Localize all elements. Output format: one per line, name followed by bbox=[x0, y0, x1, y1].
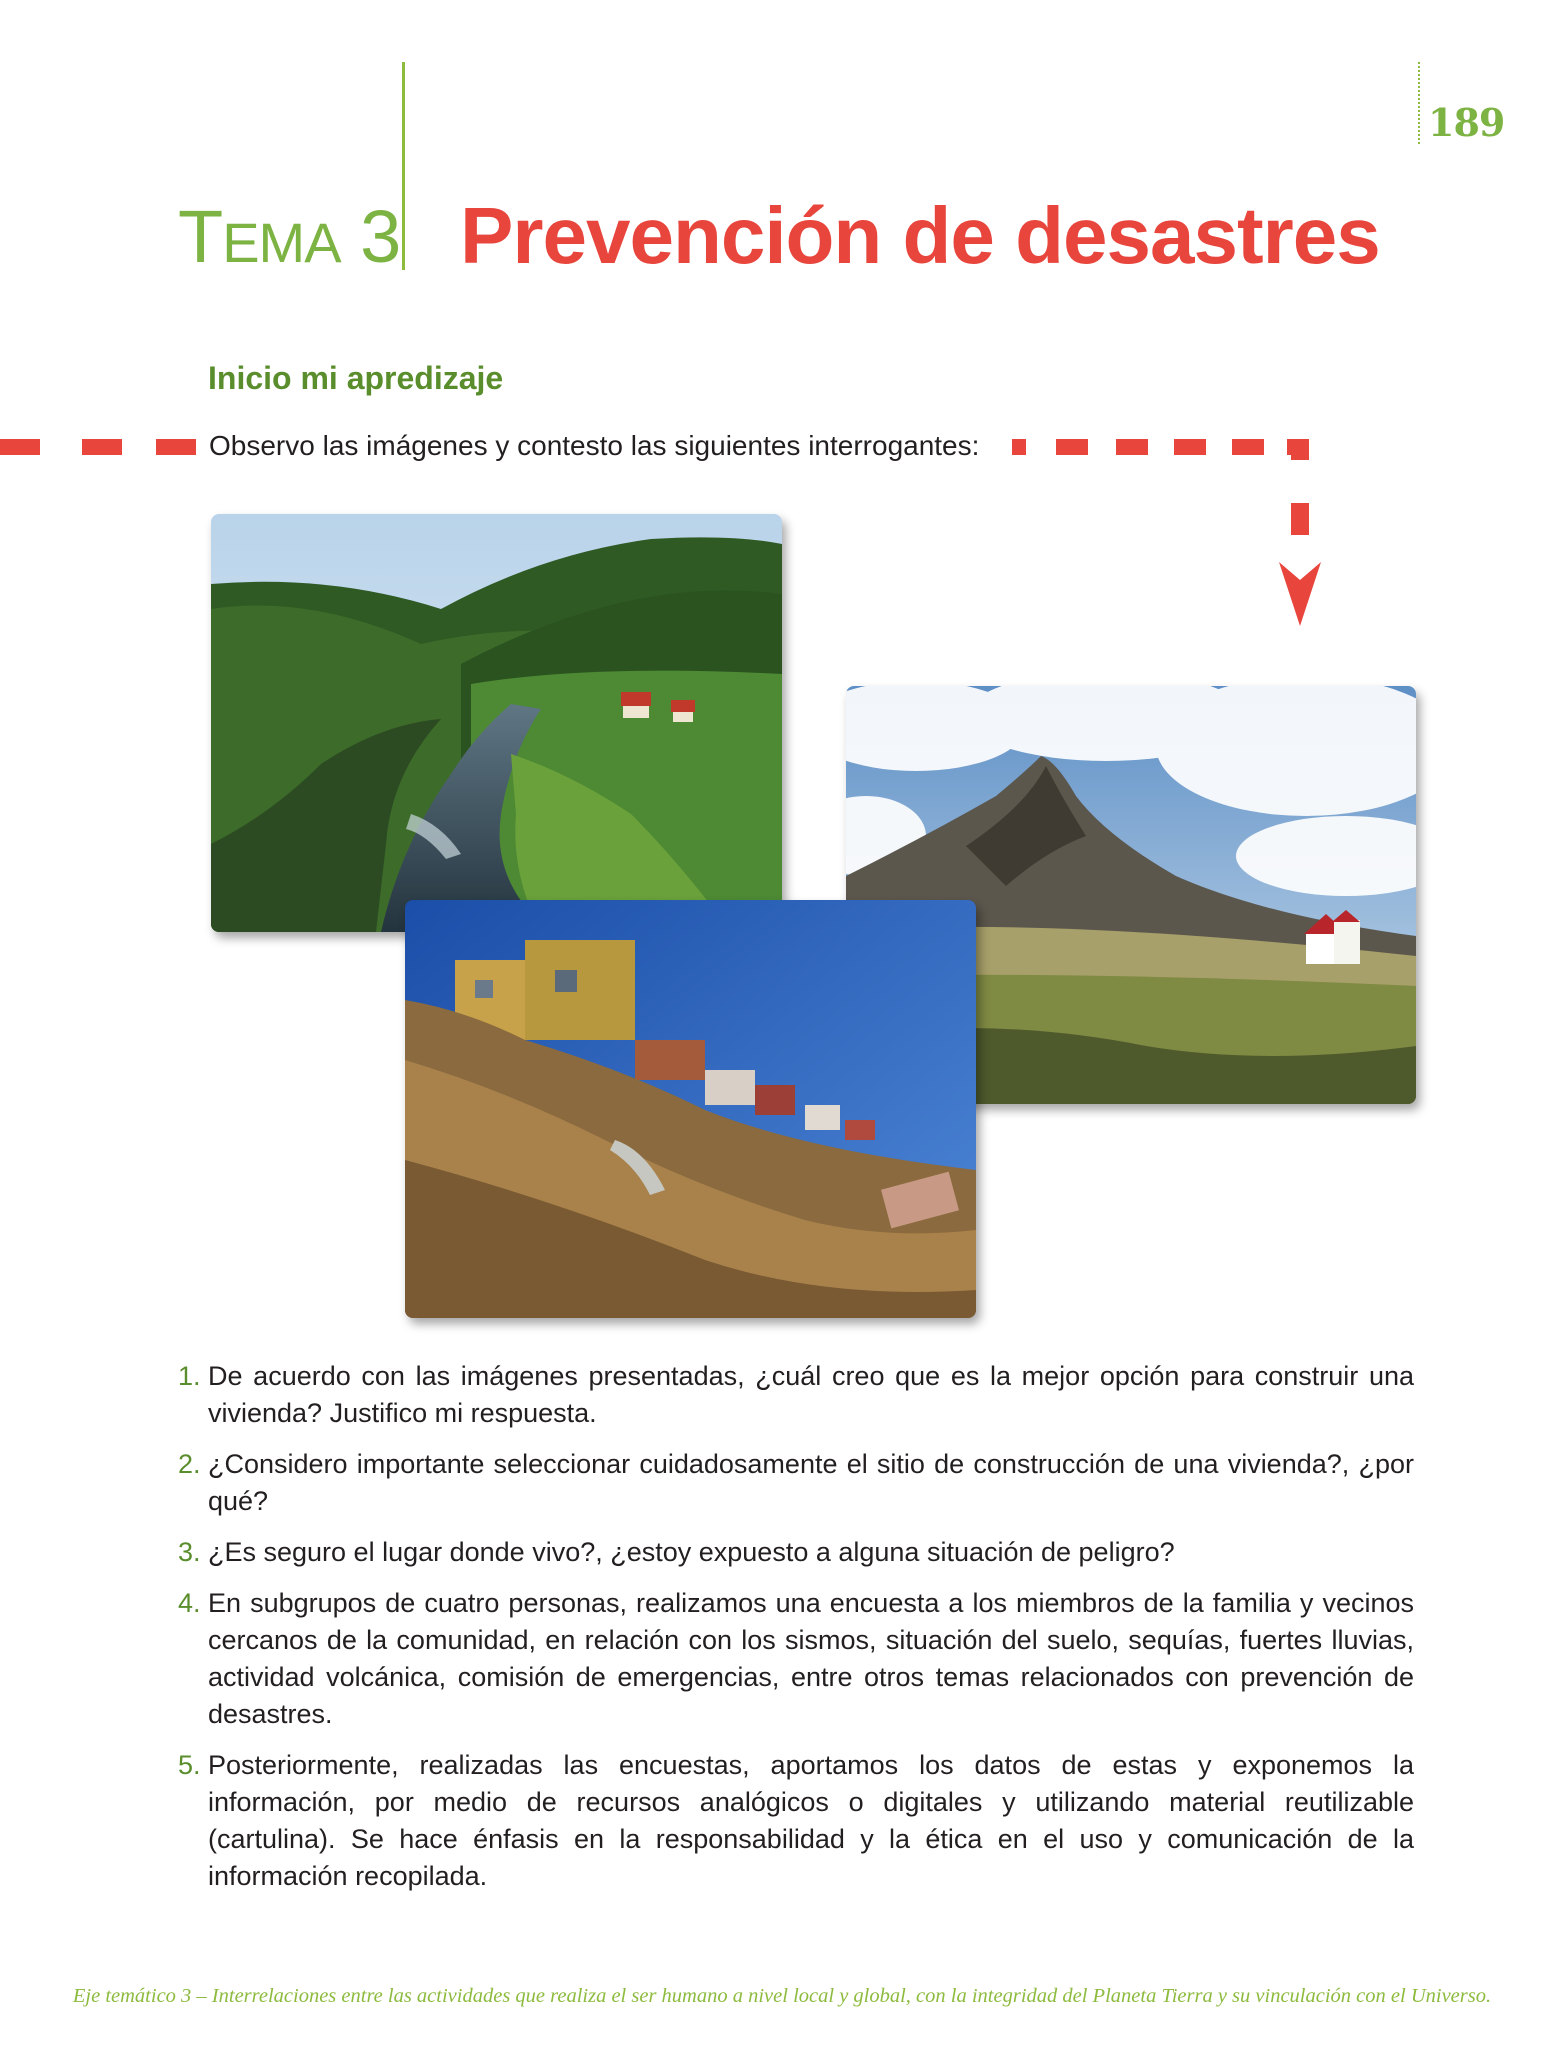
dash-segment-vertical bbox=[1291, 503, 1309, 535]
dash-segment bbox=[1174, 439, 1206, 455]
tema-label bbox=[178, 195, 401, 278]
question-text: Posteriormente, realizadas las encuestas, aportamos los datos de estas y exponemos la información, por medio de recursos analógicos o digitales y utilizando material reutilizable (cartulina). Se hace énfasis en la responsabilidad y la ética en el uso y comunicación de la información recopilada. bbox=[208, 1750, 1414, 1891]
dash-segment bbox=[1056, 439, 1088, 455]
dash-segment-vertical bbox=[1291, 446, 1309, 460]
question-number: 5. bbox=[178, 1750, 201, 1780]
footer-theme-axis: Eje temático 3 – Interrelaciones entre las actividades que realiza el ser humano a nivel local y global, con la integridad del Planeta Tierra y su vinculación con el Universo. bbox=[72, 1985, 1492, 2007]
tema-number: 3 bbox=[360, 195, 401, 278]
question-item bbox=[178, 1446, 1414, 1520]
page-number-divider bbox=[1418, 62, 1420, 144]
question-text: ¿Es seguro el lugar donde vivo?, ¿estoy expuesto a alguna situación de peligro? bbox=[208, 1537, 1175, 1567]
question-text: En subgrupos de cuatro personas, realizamos una encuesta a los miembros de la familia y vecinos cercanos de la comunidad, en relación con los sismos, situación del suelo, sequías, fuertes lluvias, actividad volcánica, comisión de emergencias, entre otros temas relacionados con prevención de desastres. bbox=[208, 1588, 1414, 1729]
question-item bbox=[178, 1358, 1414, 1432]
dash-segment bbox=[1116, 439, 1148, 455]
dash-segment bbox=[1012, 439, 1026, 455]
header-divider-line bbox=[402, 62, 405, 270]
dash-segment bbox=[82, 439, 122, 455]
question-item bbox=[178, 1747, 1414, 1895]
tema-label-initial: T bbox=[178, 195, 223, 278]
dash-segment bbox=[0, 439, 40, 455]
question-text: De acuerdo con las imágenes presentadas, ¿cuál creo que es la mejor opción para construir una vivienda? Justifico mi respuesta. bbox=[208, 1361, 1414, 1428]
question-number: 4. bbox=[178, 1588, 201, 1618]
landslide-houses-photo bbox=[405, 900, 976, 1318]
dash-segment bbox=[1232, 439, 1264, 455]
question-number: 1. bbox=[178, 1361, 201, 1391]
dash-segment bbox=[156, 439, 196, 455]
question-item bbox=[178, 1585, 1414, 1733]
question-list bbox=[178, 1358, 1414, 1909]
instruction-text: Observo las imágenes y contesto las siguientes interrogantes: bbox=[209, 430, 980, 461]
page-title: Prevención de desastres bbox=[460, 191, 1380, 280]
question-item bbox=[178, 1534, 1414, 1571]
section-subtitle: Inicio mi apredizaje bbox=[208, 360, 504, 396]
question-number: 3. bbox=[178, 1537, 201, 1567]
question-number: 2. bbox=[178, 1449, 201, 1479]
question-text: ¿Considero importante seleccionar cuidadosamente el sitio de construcción de una vivienda?, ¿por qué? bbox=[208, 1449, 1414, 1516]
tema-label-rest: EMA bbox=[222, 211, 341, 274]
page-number: 189 bbox=[1428, 100, 1505, 145]
river-valley-photo bbox=[211, 514, 782, 932]
arrow-down-icon bbox=[1279, 562, 1321, 626]
